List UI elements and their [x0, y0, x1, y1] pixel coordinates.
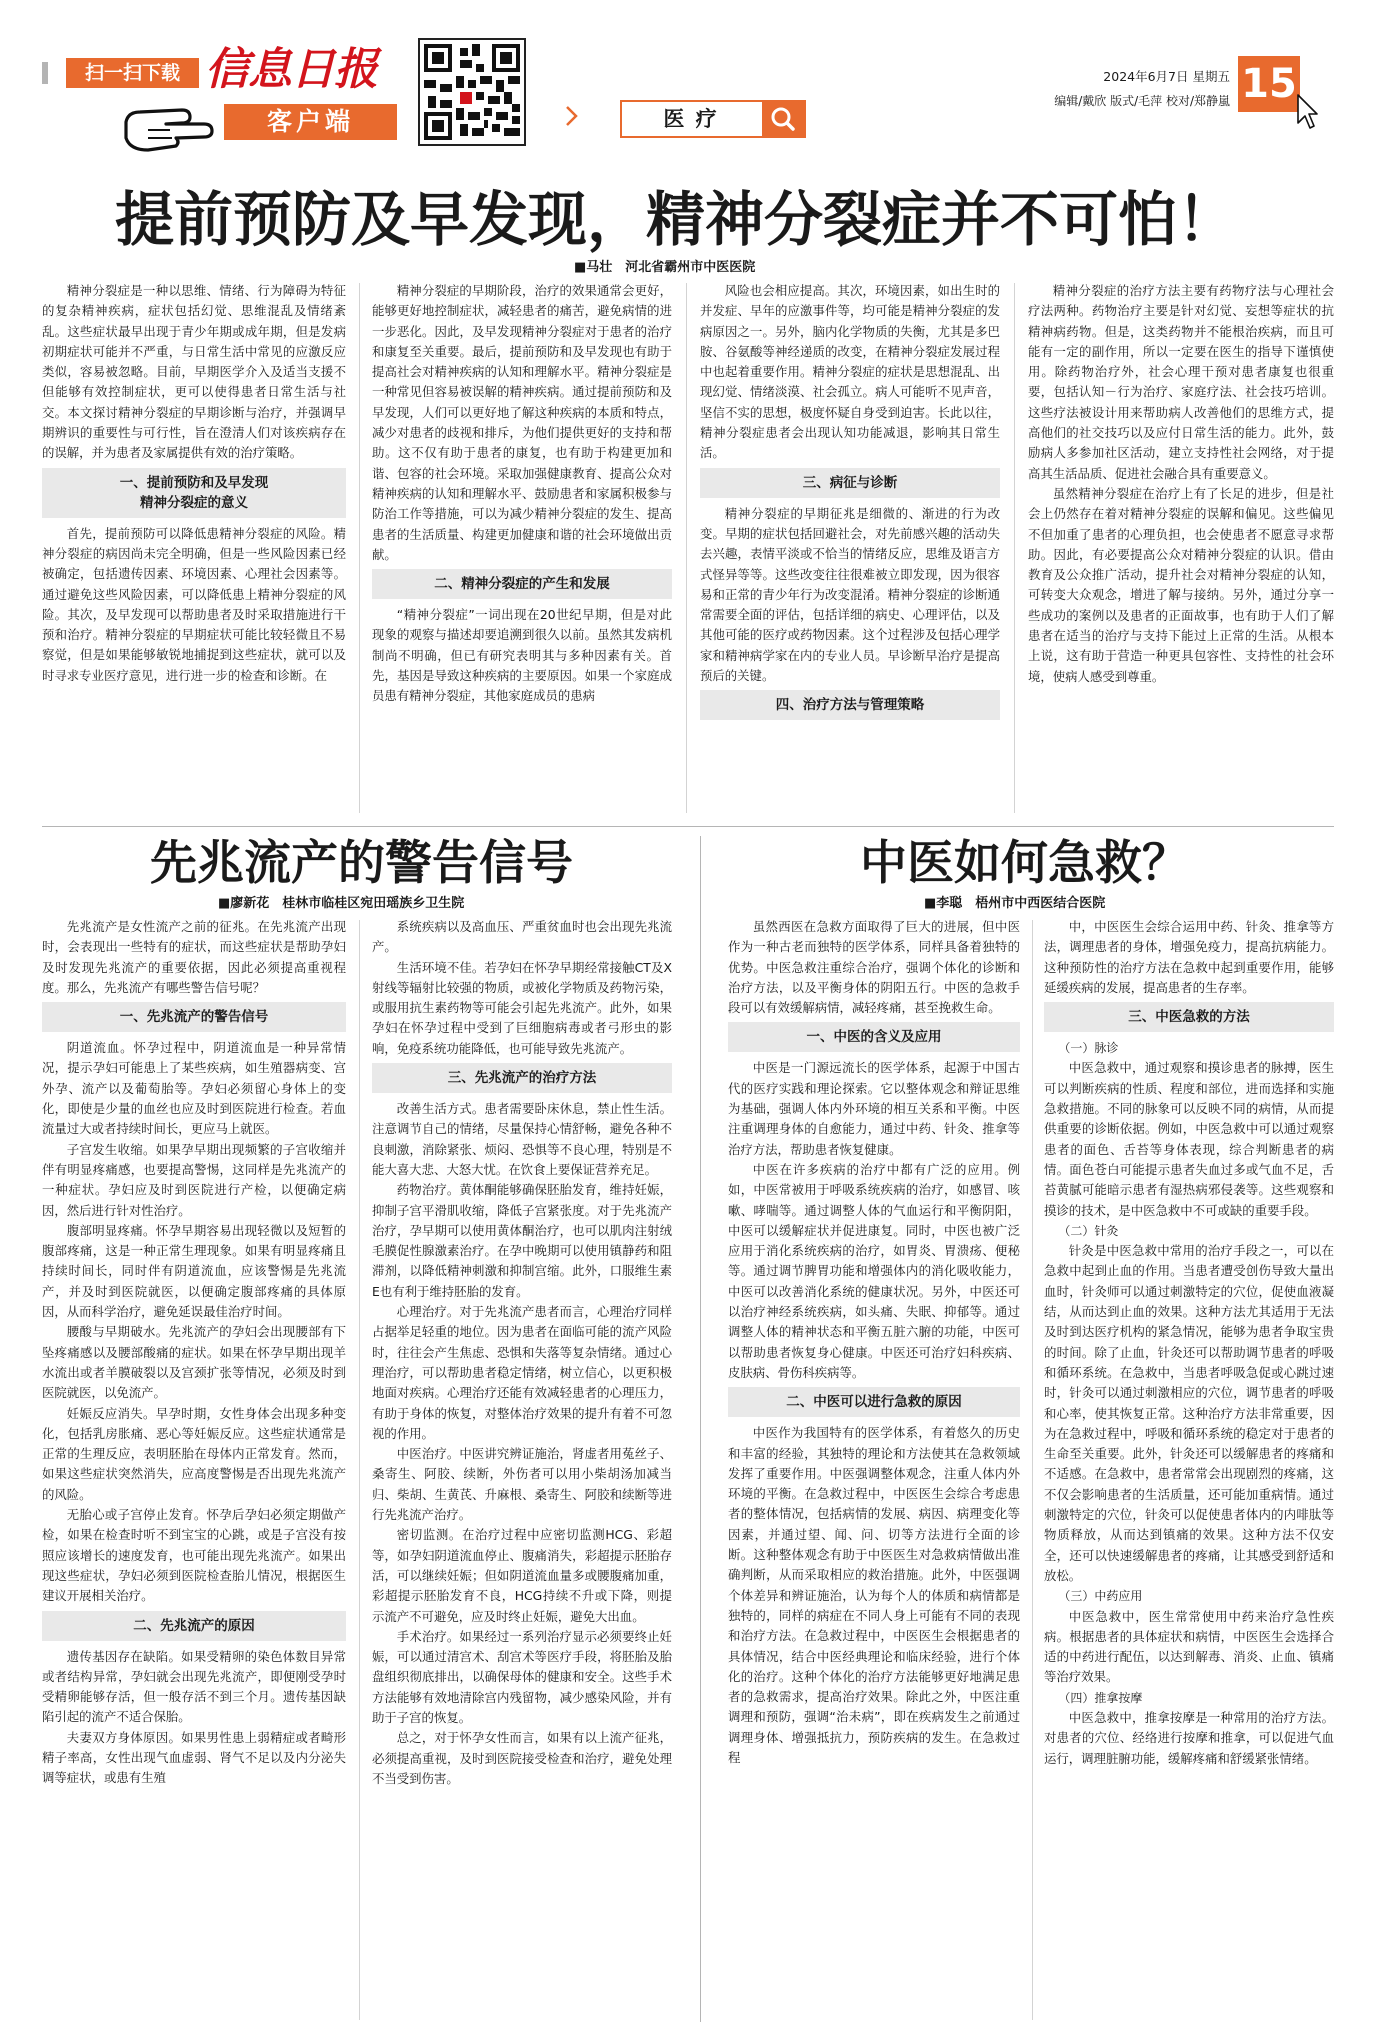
paragraph: 精神分裂症是一种以思维、情绪、行为障碍为特征的复杂精神疾病，症状包括幻觉、思维混乱及情绪紊乱。这些症状最早出现于青少年期或成年期，但是发病初期症状可能并不严重，与日常生活中常见的应激反应类似，容易被忽略。目前，早期医学介入及适当支援不但能够有效控制症状，更可以使得患者日常生活与社交。本文探讨精神分裂症的早期诊断与治疗，并强调早期辨识的重要性与可行性，旨在澄清人们对该疾病存在的误解，并为患者及家属提供有效的治疗策略。 [42, 283, 346, 461]
chevron-right-icon [562, 101, 582, 131]
subsection-heading: （二）针灸 [1058, 1223, 1119, 1238]
paragraph: 中医急救中，通过观察和摸诊患者的脉搏，医生可以判断疾病的性质、程度和部位，进而选择和实施急救措施。不同的脉象可以反映不同的病情，从而提供重要的诊断依据。例如，中医急救中可以通过观察患者的面色、舌苔等身体表现，综合判断患者的病情。面色苍白可能提示患者失血过多或气血不足，舌苔黄腻可能暗示患者有湿热病邪侵袭等。这些观察和摸诊的技术，是中医急救中不可或缺的重要手段。 [1044, 1060, 1334, 1218]
section-heading: 三、先兆流产的治疗方法 [372, 1063, 672, 1093]
section-marker [42, 62, 48, 84]
paragraph: 中医治疗。中医讲究辨证施治，肾虚者用菟丝子、桑寄生、阿胶、续断，外伤者可以用小柴胡汤加减当归、柴胡、生黄芪、升麻根、桑寄生、阿胶和续断等进行先兆流产治疗。 [372, 1446, 672, 1523]
column-divider [1014, 283, 1015, 813]
paragraph: 精神分裂症的早期征兆是细微的、渐进的行为改变。早期的症状包括回避社会，对先前感兴趣的活动失去兴趣，表情平淡或不恰当的情绪反应，思维及语言方式怪异等等。这些改变往往很难被立即发现，因为很容易和正常的青少年行为改变混淆。精神分裂症的诊断通常需要全面的评估，包括详细的病史、心理评估，以及其他可能的医疗或药物因素。这个过程涉及包括心理学家和精神病学家在内的专业人员。早诊断早治疗是提高预后的关键。 [700, 505, 1000, 684]
paragraph: 先兆流产是女性流产之前的征兆。在先兆流产出现时，会表现出一些特有的症状，而这些症状是帮助孕妇及时发现先兆流产的重要依据，因此必须提高重视程度。那么，先兆流产有哪些警告信号呢？ [42, 919, 346, 995]
paragraph: 腹部明显疼痛。怀孕早期容易出现轻微以及短暂的腹部疼痛，这是一种正常生理现象。如果有明显疼痛且持续时间长，同时伴有阴道流血，应该警惕是先兆流产，并及时到医院就医，以便确定腹部疼痛的具体原因，从而科学治疗，避免延误最佳治疗时间。 [42, 1222, 346, 1320]
article2-title: 先兆流产的警告信号 [150, 836, 573, 891]
qr-code-icon[interactable] [418, 38, 526, 146]
paragraph: 夫妻双方身体原因。如果男性患上弱精症或者畸形精子率高，女性出现气血虚弱、肾气不足以及内分泌失调等症状，或患有生殖 [42, 1729, 346, 1786]
column-divider [359, 920, 360, 2020]
column-divider [686, 283, 687, 813]
paragraph: 中医是一门源远流长的医学体系，起源于中国古代的医疗实践和理论探索。它以整体观念和辩证思维为基础，强调人体内外环境的相互关系和平衡。中医注重调理身体的自愈能力，通过中药、针灸、推拿等治疗方法，帮助患者恢复健康。 [728, 1060, 1020, 1157]
subsection-heading: （四）推拿按摩 [1058, 1690, 1143, 1705]
hand-pointer-icon [118, 90, 228, 160]
section-heading: 二、中医可以进行急救的原因 [728, 1387, 1020, 1417]
page-number: 15 [1238, 56, 1300, 112]
article3-byline: ■李聪 梧州市中西医结合医院 [924, 896, 1106, 911]
paragraph: 妊娠反应消失。早孕时期，女性身体会出现多种变化，包括乳房胀痛、恶心等妊娠反应。这些症状通常是正常的生理反应，表明胚胎在母体内正常发育。然而，如果这些症状突然消失，应高度警惕是否出现先兆流产的风险。 [42, 1405, 346, 1502]
paragraph: 遗传基因存在缺陷。如果受精卵的染色体数目异常或者结构异常，孕妇就会出现先兆流产，即便刚受孕时受精卵能够存活，但一般存活不到三个月。遗传基因缺陷引起的流产不适合保胎。 [42, 1648, 346, 1725]
paragraph: 心理治疗。对于先兆流产患者而言，心理治疗同样占据举足轻重的地位。因为患者在面临可能的流产风险时，往往会产生焦虑、恐惧和失落等复杂情绪。通过心理治疗，可以帮助患者稳定情绪，树立信心，以更积极地面对疾病。心理治疗还能有效减轻患者的心理压力，有助于身体的恢复，对整体治疗效果的提升有着不可忽视的作用。 [372, 1304, 672, 1441]
paragraph: 阴道流血。怀孕过程中，阴道流血是一种异常情况，提示孕妇可能患上了某些疾病，如生殖器病变、宫外孕、流产以及葡萄胎等。孕妇必须留心身体上的变化，即使是少量的血丝也应及时到医院进行检查。若血流量过大或者持续时间长，更应马上就医。 [42, 1040, 346, 1137]
paragraph: 密切监测。在治疗过程中应密切监测HCG、彩超等，如孕妇阴道流血停止、腹痛消失，彩超提示胚胎存活，可以继续妊娠；但如阴道流血量多或腰腹痛加重，彩超提示胚胎发育不良，HCG持续不升或下降，则提示流产不可避免，应及时终止妊娠，避免大出血。 [372, 1527, 672, 1624]
article2-column-1 [42, 917, 346, 2023]
search-icon[interactable] [762, 102, 804, 136]
paragraph: 总之，对于怀孕女性而言，如果有以上流产征兆，必须提高重视，及时到医院接受检查和治疗，避免处理不当受到伤害。 [372, 1730, 672, 1786]
section-heading: 二、精神分裂症的产生和发展 [372, 569, 672, 599]
article1-column-3 [700, 281, 1000, 819]
section-heading: 二、先兆流产的原因 [42, 1611, 346, 1641]
client-label: 客户端 [224, 104, 397, 140]
paragraph: 中医在许多疾病的治疗中都有广泛的应用。例如，中医常被用于呼吸系统疾病的治疗，如感冒、咳嗽、哮喘等。通过调整人体的气血运行和平衡阴阳，中医可以缓解症状并促进康复。同时，中医也被广泛应用于消化系统疾病的治疗，如胃炎、胃溃疡、便秘等。通过调节脾胃功能和增强体内的消化吸收能力，中医可以改善消化系统的健康状况。另外，中医还可以治疗神经系统疾病，如头痛、失眠、抑郁等。通过调整人体的精神状态和平衡五脏六腑的功能，中医可以帮助患者恢复身心健康。中医还可治疗妇科疾病、皮肤病、骨伤科疾病等。 [728, 1161, 1020, 1380]
section-search-box[interactable] [620, 100, 806, 138]
cursor-icon [1296, 93, 1318, 131]
paragraph: 中医急救中，推拿按摩是一种常用的治疗方法。对患者的穴位、经络进行按摩和推拿，可以促进气血运行，调理脏腑功能，缓解疼痛和舒缓紧张情绪。 [1044, 1709, 1334, 1766]
article1-title: 提前预防及早发现，精神分裂症并不可怕！ [115, 185, 1237, 254]
section-heading: 一、提前预防和及早发现 精神分裂症的意义 [42, 468, 346, 518]
paragraph: 风险也会相应提高。其次，环境因素，如出生时的并发症、早年的应激事件等，均可能是精神分裂症的发病原因之一。另外，脑内化学物质的失衡，尤其是多巴胺、谷氨酸等神经递质的改变，在精神分裂症发展过程中也起着重要作用。精神分裂症的症状是思想混乱、出现幻觉、情绪淡漠、社会孤立。病人可能听不见声音，坚信不实的思想，极度怀疑自身受到迫害。长此以往，精神分裂症患者会出现认知功能减退，影响其日常生活。 [700, 283, 1000, 461]
section-heading: 一、中医的含义及应用 [728, 1022, 1020, 1052]
paragraph: 无胎心或子宫停止发育。怀孕后孕妇必须定期做产检，如果在检查时听不到宝宝的心跳，或是子宫没有按照应该增长的速度发育，也可能出现先兆流产。如果出现这些症状，孕妇必须到医院检查胎儿情况，根据医生建议开展相关治疗。 [42, 1507, 346, 1604]
paragraph: 系统疾病以及高血压、严重贫血时也会出现先兆流产。 [372, 919, 672, 955]
paragraph: 虽然精神分裂症在治疗上有了长足的进步，但是社会上仍然存在着对精神分裂症的误解和偏见。这些偏见不但加重了患者的心理负担，也会使患者不愿意寻求帮助。因此，有必要提高公众对精神分裂症的认识。借由教育及公众推广活动，提升社会对精神分裂症的认知，可转变大众观念，增进了解与接纳。另外，通过分享一些成功的案例以及患者的正面故事，也有助于人们了解患者在适当的治疗与支持下能过上正常的生活。从根本上说，这有助于营造一种更具包容性、支持性的社会环境，使病人感受到尊重。 [1028, 485, 1334, 684]
article-divider [700, 836, 701, 2022]
paragraph: 腰酸与早期破水。先兆流产的孕妇会出现腰部有下坠疼痛感以及腰部酸痛的症状。如果在怀孕早期出现羊水流出或者羊膜破裂以及宫颈扩张等情况，必须及时到医院就医，以免流产。 [42, 1324, 346, 1401]
paragraph: “精神分裂症”一词出现在20世纪早期，但是对此现象的观察与描述却要追溯到很久以前。虽然其发病机制尚不明确，但已有研究表明其与多种因素有关。首先，基因是导致这种疾病的主要原因。如果一个家庭成员患有精神分裂症，其他家庭成员的患病 [372, 607, 672, 704]
paragraph: 手术治疗。如果经过一系列治疗显示必须要终止妊娠，可以通过清宫术、刮宫术等医疗手段，将胚胎及胎盘组织彻底排出，以确保母体的健康和安全。这些手术方法能够有效地清除宫内残留物，减少感染风险，并有助于子宫的恢复。 [372, 1628, 672, 1725]
section-rule [42, 826, 1334, 827]
section-heading: 四、治疗方法与管理策略 [700, 690, 1000, 720]
paragraph: 生活环境不佳。若孕妇在怀孕早期经常接触CT及X射线等辐射比较强的物质，或被化学物质及药物污染，或服用抗生素药物等可能会引起先兆流产。此外，如果孕妇在怀孕过程中受到了巨细胞病毒或者弓形虫的影响，免疫系统功能降低，也可能导致先兆流产。 [372, 959, 672, 1056]
article3-title: 中医如何急救？ [860, 836, 1189, 891]
masthead-logo: 信息日报 [205, 44, 377, 95]
article3-column-2 [1044, 917, 1334, 2023]
editors-line: 编辑/戴欣 版式/毛萍 校对/郑静嵐 [1054, 94, 1230, 108]
subsection-heading: （一）脉诊 [1058, 1041, 1119, 1056]
section-label: 医 疗 [663, 107, 719, 131]
issue-date: 2024年6月7日 星期五 [1103, 69, 1230, 84]
article2-byline: ■廖新花 桂林市临桂区宛田瑶族乡卫生院 [218, 896, 465, 911]
article1-byline: ■马壮 河北省霸州市中医医院 [574, 260, 756, 275]
section-heading: 一、先兆流产的警告信号 [42, 1002, 346, 1032]
article2-column-2 [372, 917, 672, 2023]
paragraph: 虽然西医在急救方面取得了巨大的进展，但中医作为一种古老而独特的医学体系，同样具备着独特的优势。中医急救注重综合治疗，强调个体化的诊断和治疗方法，以及平衡身体的阴阳五行。中医的急救手段可以有效缓解病情，减轻疼痛，甚至挽救生命。 [728, 919, 1020, 1016]
article1-column-2 [372, 281, 672, 819]
paragraph: 中医作为我国特有的医学体系，有着悠久的历史和丰富的经验，其独特的理论和方法使其在急救领域发挥了重要作用。中医强调整体观念，注重人体内外环境的平衡。在急救过程中，中医医生会综合考虑患者的整体情况，包括病情的发展、病因、病理变化等因素，并通过望、闻、问、切等方法进行全面的诊断。这种整体观念有助于中医医生对急救病情做出准确判断，从而采取相应的救治措施。此外，中医强调个体差异和辨证施治，认为每个人的体质和病情都是独特的，同样的病症在不同人身上可能有不同的表现和治疗方法。在急救过程中，中医医生会根据患者的具体情况，结合中医经典理论和临床经验，进行个体化的治疗。这种个体化的治疗方法能够更好地满足患者的急救需求，提高治疗效果。除此之外，中医注重调理和预防，强调“治未病”，即在疾病发生之前通过调理身体、增强抵抗力，预防疾病的发生。在急救过程 [728, 1425, 1020, 1765]
section-heading: 三、中医急救的方法 [1044, 1002, 1334, 1032]
paragraph: 针灸是中医急救中常用的治疗手段之一，可以在急救中起到止血的作用。当患者遭受创伤导致大量出血时，针灸师可以通过刺激特定的穴位，促使血液凝结，从而达到止血的效果。这种方法尤其适用于无法及时到达医疗机构的紧急情况，能够为患者争取宝贵的时间。除了止血，针灸还可以帮助调节患者的呼吸和循环系统。在急救中，当患者呼吸急促或心跳过速时，针灸可以通过刺激相应的穴位，调节患者的呼吸和心率，使其恢复正常。这种治疗方法非常重要，因为在急救过程中，呼吸和循环系统的稳定对于患者的生命至关重要。此外，针灸还可以缓解患者的疼痛和不适感。在急救中，患者常常会出现剧烈的疼痛，这不仅会影响患者的生活质量，还可能加重病情。通过刺激特定的穴位，针灸可以促使患者体内的内啡肽等物质释放，从而达到镇痛的效果。这种方法不仅安全，还可以快速缓解患者的疼痛，让其感受到舒适和放松。 [1044, 1243, 1334, 1583]
paragraph: 中医急救中，医生常常使用中药来治疗急性疾病。根据患者的具体症状和病情，中医医生会选择合适的中药进行配伍，以达到解毒、消炎、止血、镇痛等治疗效果。 [1044, 1608, 1334, 1685]
paragraph: 首先，提前预防可以降低患精神分裂症的风险。精神分裂症的病因尚未完全明确，但是一些风险因素已经被确定，包括遗传因素、环境因素、心理社会因素等。通过避免这些风险因素，可以降低患上精神分裂症的风险。其次，及早发现可以帮助患者及时采取措施进行干预和治疗。精神分裂症的早期症状可能比较轻微且不易察觉，但是如果能够敏锐地捕捉到这些症状，就可以及时寻求专业医疗意见，进行进一步的检查和诊断。在 [42, 525, 346, 683]
article1-column-1 [42, 281, 346, 819]
column-divider [1032, 920, 1033, 2020]
section-heading: 三、病征与诊断 [700, 468, 1000, 498]
paragraph: 改善生活方式。患者需要卧床休息，禁止性生活。注意调节自己的情绪，尽量保持心情舒畅，避免各种不良刺激，消除紧张、烦闷、恐惧等不良心理，特别是不能大喜大悲、大怒大忧。在饮食上要保证营养充足。 [372, 1101, 672, 1177]
article3-column-1 [728, 917, 1020, 2023]
paragraph: 药物治疗。黄体酮能够确保胚胎发育，维持妊娠，抑制子宫平滑肌收缩，降低子宫紧张度。对于先兆流产治疗，孕早期可以使用黄体酮治疗，也可以肌肉注射绒毛膜促性腺激素治疗。在孕中晚期可以使用镇静药和阻滞剂，以降低精神刺激和抑制宫缩。此外，口服维生素E也有利于维持胚胎的发育。 [372, 1182, 672, 1299]
paragraph: 中，中医医生会综合运用中药、针灸、推拿等方法，调理患者的身体，增强免疫力，提高抗病能力。这种预防性的治疗方法在急救中起到重要作用，能够延缓疾病的发展，提高患者的生存率。 [1044, 919, 1334, 995]
paragraph: 精神分裂症的治疗方法主要有药物疗法与心理社会疗法两种。药物治疗主要是针对幻觉、妄想等症状的抗精神病药物。但是，这类药物并不能根治疾病，而且可能有一定的副作用，所以一定要在医生的指导下谨慎使用。除药物治疗外，社会心理干预对患者康复也很重要，包括认知－行为治疗、家庭疗法、社会技巧培训。这些疗法被设计用来帮助病人改善他们的思维方式，提高他们的社交技巧以及应付日常生活的能力。此外，鼓励病人多参加社区活动，建立支持性社会网络，对于提高其生活品质、促进社会融合具有重要意义。 [1028, 283, 1334, 481]
paragraph: 子宫发生收缩。如果孕早期出现频繁的子宫收缩并伴有明显疼痛感，也要提高警惕，这同样是先兆流产的一种症状。孕妇应及时到医院进行产检，以便确定病因，然后进行针对性治疗。 [42, 1141, 346, 1218]
scan-download-banner: 扫一扫下载 [66, 58, 199, 88]
paragraph: 精神分裂症的早期阶段，治疗的效果通常会更好，能够更好地控制症状，减轻患者的痛苦，避免病情的进一步恶化。因此，及早发现精神分裂症对于患者的治疗和康复至关重要。最后，提前预防和及早发现也有助于提高社会对精神疾病的认知和理解水平。精神分裂症是一种常见但容易被误解的精神疾病。通过提前预防和及早发现，人们可以更好地了解这种疾病的本质和特点，减少对患者的歧视和排斥，为他们提供更好的支持和帮助。这不仅有助于患者的康复，也有助于构建更加和谐、包容的社会环境。采取加强健康教育、提高公众对精神疾病的认知和理解水平、鼓励患者和家属积极参与防治工作等措施，可以为减少精神分裂症的发生、提高患者的生活质量、构建更加健康和谐的社会环境做出贡献。 [372, 283, 672, 562]
article1-column-4 [1028, 281, 1334, 819]
column-divider [359, 283, 360, 813]
subsection-heading: （三）中药应用 [1058, 1589, 1143, 1604]
